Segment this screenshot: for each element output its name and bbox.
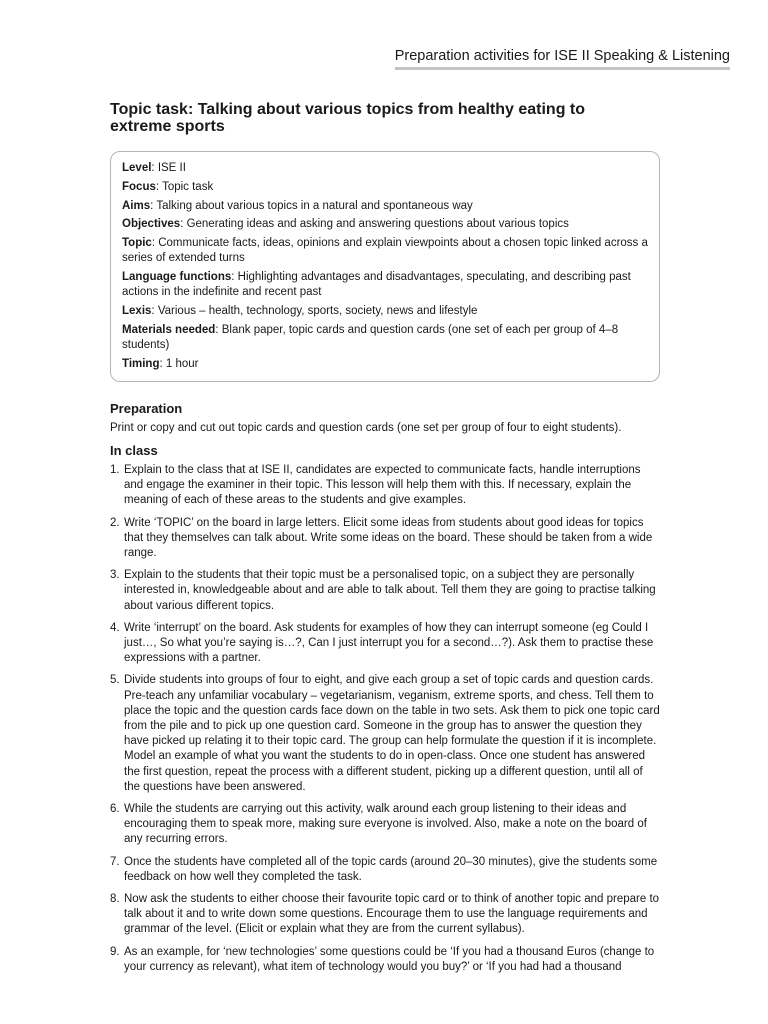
page-header bbox=[395, 48, 730, 70]
preparation-heading: Preparation bbox=[110, 401, 183, 416]
list-item: 3. Explain to the students that their topic must be a personalised topic, on a subject they are personally interested in, knowledgeable about and are able to talk about. Tell them they are going to practise talking about various different topics. bbox=[110, 569, 656, 612]
lesson-info-box bbox=[110, 151, 660, 382]
info-objectives: Objectives: Generating ideas and asking and answering questions about various topics bbox=[122, 218, 569, 231]
info-topic: Topic: Communicate facts, ideas, opinions and explain viewpoints about a chosen topic linked across a series of extended turns bbox=[122, 237, 648, 265]
info-materials: Materials needed: Blank paper, topic cards and question cards (one set of each per group of 4–8 students) bbox=[122, 323, 619, 352]
preparation-text: Print or copy and cut out topic cards and question cards (one set per group of four to eight students). bbox=[110, 422, 622, 434]
info-lexis: Lexis: Various – health, technology, sports, society, news and lifestyle bbox=[122, 305, 478, 318]
list-item: 1. Explain to the class that at ISE II, candidates are expected to communicate facts, handle interruptions and engage the examiner in their topic. This lesson will help them with this. If necessary, explain the meaning of each of these areas to the students and give examples. bbox=[110, 464, 641, 507]
list-item: 9. As an example, for ‘new technologies’ some questions could be ‘If you had a thousand Euros (change to your currency as relevant), what item of technology would you buy?’ or ‘If you had had a thousand bbox=[110, 945, 655, 973]
info-aims: Aims: Talking about various topics in a natural and spontaneous way bbox=[122, 199, 473, 212]
list-item: 8. Now ask the students to either choose their favourite topic card or to think of another topic and prepare to talk about it and to write down some questions. Encourage them to use the language requirements and grammar of the level. (Elicit or explain what they are from the current syllabus). bbox=[110, 893, 660, 936]
list-item: 4. Write ‘interrupt’ on the board. Ask students for examples of how they can interrupt someone (eg Could I just…, So what you’re saying is…?, Can I just interrupt you for a second…?). Ask them to practise these expressions with a partner. bbox=[110, 621, 654, 665]
page-title: Topic task: Talking about various topics from healthy eating to extreme sports bbox=[110, 101, 586, 135]
info-focus: Focus: Topic task bbox=[122, 180, 214, 193]
in-class-heading: In class bbox=[110, 443, 158, 458]
info-timing: Timing: 1 hour bbox=[122, 357, 199, 370]
info-language-functions: Language functions: Highlighting advantages and disadvantages, speculating, and describing past actions in the indefinite and recent past bbox=[122, 271, 631, 299]
list-item: 7. Once the students have completed all of the topic cards (around 20–30 minutes), give the students some feedback on how well they completed the task. bbox=[110, 855, 658, 883]
info-level: Level: ISE II bbox=[122, 162, 186, 174]
header-text: Preparation activities for ISE II Speaking & Listening bbox=[394, 48, 730, 64]
list-item: 5. Divide students into groups of four to eight, and give each group a set of topic cards and question cards. Pre-teach any unfamiliar vocabulary – vegetarianism, veganism, extreme sports, and chess. Tell them to place the topic and the question cards face down on the table in two sets. Ask them to pick one topic card from the pile and to pick up one question card. Someone in the group has to answer the question they have picked up relating it to their topic card. The group can help formulate the question if it is incomplete. Model an example of what you want the students to do in open-class. Once one student has answered the first question, repeat the process with a different student, picking up a different question, until all of the questions have been answered. bbox=[110, 674, 660, 793]
in-class-steps bbox=[110, 463, 660, 982]
list-item: 6. While the students are carrying out this activity, walk around each group listening to their ideas and encouraging them to speak more, making sure everyone is involved. Also, make a note on the board of any recurring errors. bbox=[110, 803, 647, 846]
header-rule bbox=[395, 67, 730, 70]
list-item: 2. Write ‘TOPIC’ on the board in large letters. Elicit some ideas from students about good ideas for topics that they themselves can talk about. Write some ideas on the board. These should be taken from a wide range. bbox=[110, 516, 653, 560]
